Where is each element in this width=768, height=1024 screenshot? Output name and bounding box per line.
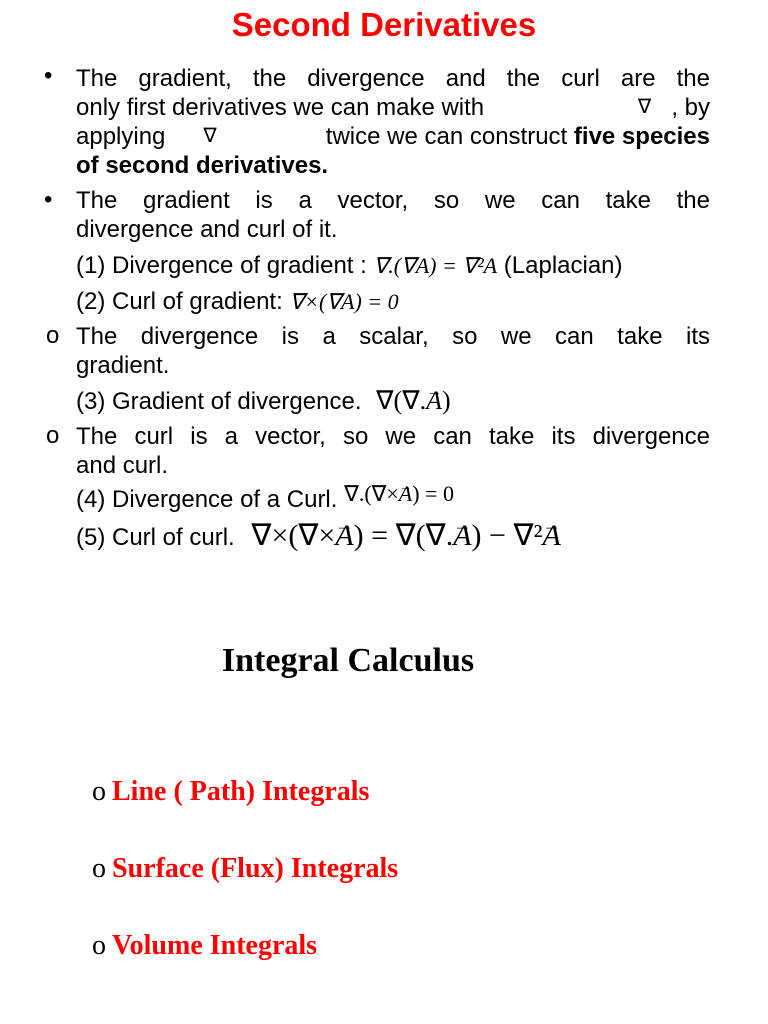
integral-item-surface [92,853,398,885]
vector-a: → A [543,521,561,550]
bullet-3-line-2: gradient. [76,352,170,379]
vector-a: → A [453,521,471,550]
bullet-1-line-3-b: twice we can construct [325,123,568,150]
integral-item-volume [92,930,317,962]
list-marker: o [92,853,106,884]
item-2-label: (2) Curl of gradient: [76,288,283,315]
bullet-3-line-1: The divergence is a scalar, so we can take its [76,323,710,350]
bullet-1-line-2-end: , by [671,94,710,121]
nabla-symbol: ∇ [203,125,217,147]
bullet-1-line-2 [76,93,710,122]
item-2 [76,287,710,316]
item-1-suffix: (Laplacian) [503,252,623,279]
bullet-1-line-3-a: applying [76,123,166,150]
integral-item-label: Surface (Flux) Integrals [112,853,399,884]
bullet-3 [76,322,710,380]
list-marker: o [92,930,106,961]
list-marker: o [92,776,106,807]
item-5 [76,521,710,552]
integral-item-label: Line ( Path) Integrals [112,776,370,807]
vector-a: → A [399,479,412,508]
bullet-1-line-1: The gradient, the divergence and the curl are the [76,65,710,92]
item-1-label: (1) Divergence of gradient : [76,252,367,279]
vector-a: → A [335,521,353,550]
item-4-formula: ∇.(∇×→ A) = 0 [344,481,454,506]
bullet-marker: o [46,322,60,349]
item-3-label: (3) Gradient of divergence. [76,388,362,415]
bullet-4 [76,422,710,480]
bullet-1-line-3 [76,122,710,151]
item-5-formula: ∇×(∇×→ A) = ∇(∇.→ A) − ∇²→ A [251,519,560,552]
item-2-formula: ∇×(∇A) = 0 [289,289,399,314]
item-1 [76,251,710,280]
bullet-marker: • [44,186,53,213]
vector-a: → A [426,386,442,415]
bullet-2-line-1: The gradient is a vector, so we can take the [76,187,710,214]
bullet-1-line-3-bold: five species [573,123,710,150]
item-5-label: (5) Curl of curl. [76,524,235,551]
bullet-4-line-1: The curl is a vector, so we can take its divergence [76,423,710,450]
bullet-4-line-2: and curl. [76,452,169,479]
bullet-1-line-4: of second derivatives. [76,152,329,179]
section-title: Integral Calculus [221,642,475,679]
item-1-formula: ∇.(∇A) = ∇²A [373,253,498,278]
item-4-label: (4) Divergence of a Curl. [76,486,338,513]
nabla-symbol: ∇ [637,96,652,118]
bullet-1-line-2-text: only first derivatives we can make with [76,94,485,121]
item-4 [76,481,710,514]
integral-item-label: Volume Integrals [112,930,318,961]
bullet-1 [76,64,710,180]
item-3-formula: ∇(∇.→ A) [376,386,451,415]
bullet-marker: • [44,62,53,89]
item-3 [76,386,710,416]
bullet-2 [76,186,710,244]
bullet-marker: o [46,422,60,449]
page-title: Second Derivatives [231,6,537,43]
bullet-2-line-2: divergence and curl of it. [76,216,338,243]
integral-item-line [92,776,369,808]
